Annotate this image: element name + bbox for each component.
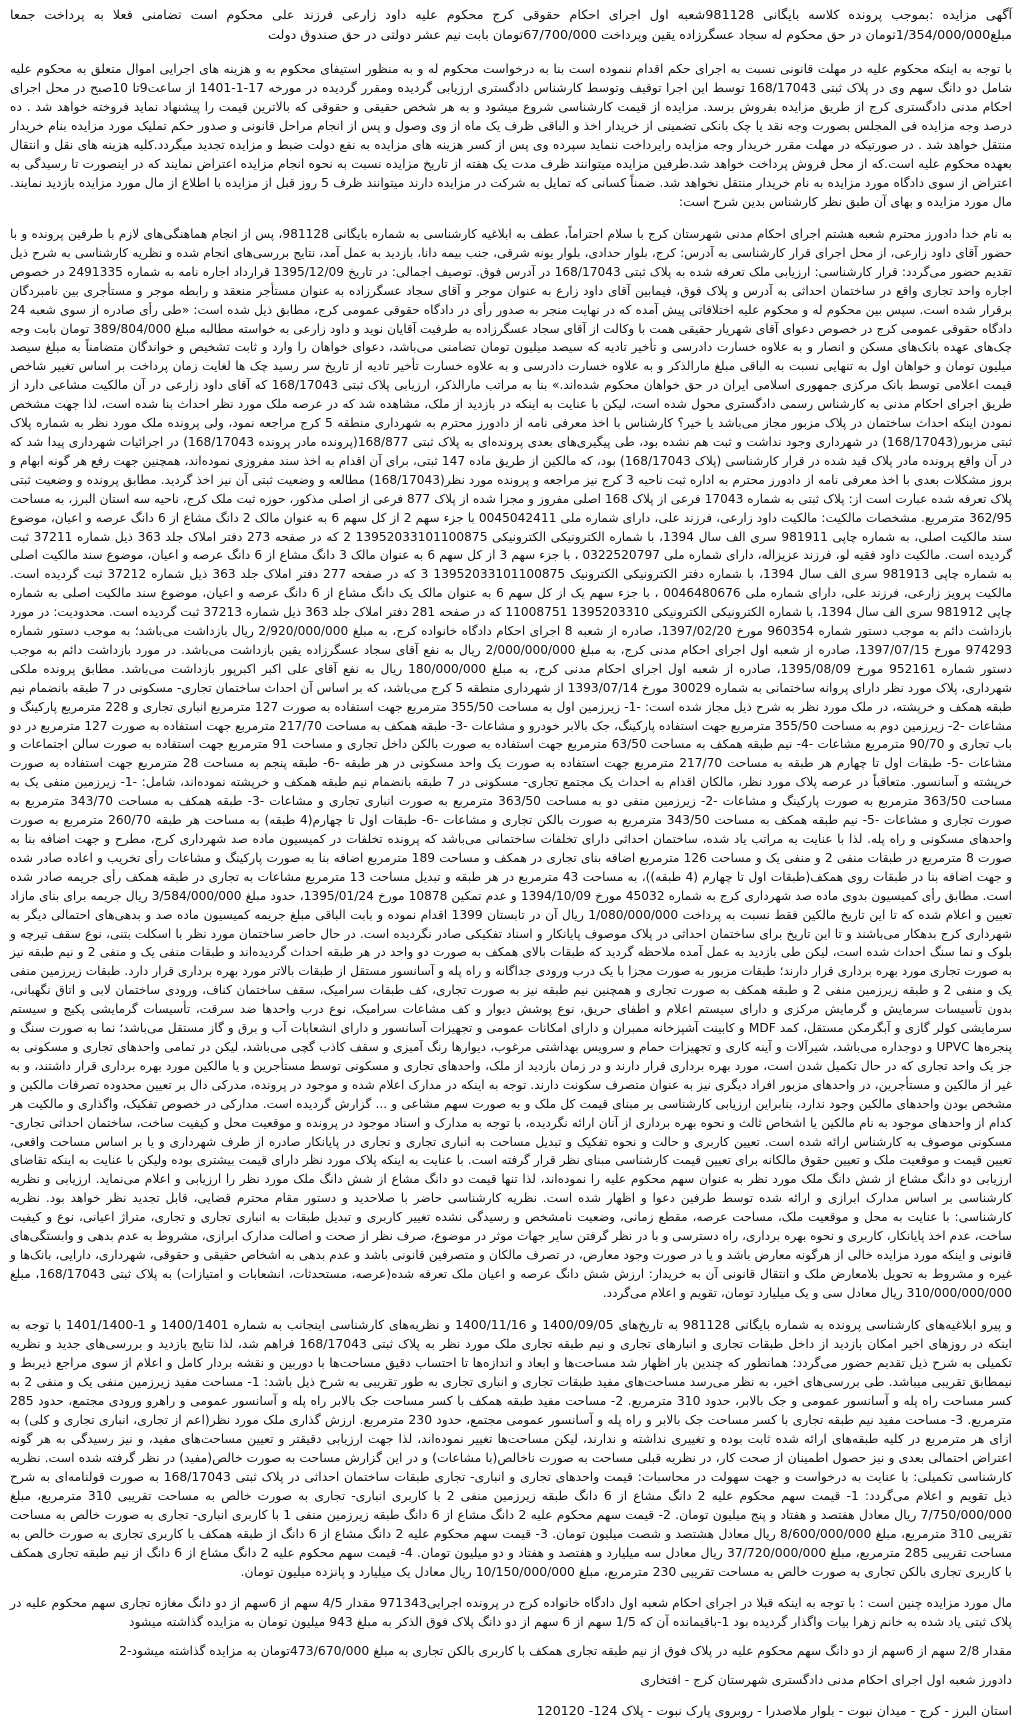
expert-report: به نام خدا دادورز محترم شعبه هشتم اجرای احکام مدنی شهرستان کرج با سلام احتراماً، عطف به ابلاغیه کارشناسی به شماره بایگانی 981128، پس از انجام هماهنگی‌های لازم با طرفین پرونده و با حضور آقای داود زارعی، از محل اجرای قرار کارشناسی به آدرس: کرج، بلوار حدادی، بلوار یونه شرقی، جنب بیمه دانا، بازدید به عمل آمد، نتایج بررسی‌های انجام شده و نظریه کارشناسی به شرح ذیل تقدیم حضور می‌گردد: قرار کارشناسی: ارزیابی ملک تعرفه شده به پلاک ثبتی 168/17043 در آدرس فوق. توصیف اجمالی: در تاریخ 1395/12/09 قرارداد اجاره نامه به شماره 2491335 در خصوص اجاره واحد تجاری واقع در ساختمان احداثی به آدرس و پلاک فوق، فیمابین آقای داود زارع به عنوان موجر و آقای سجاد عسگرزاده به عنوان مستأجر منعقد و رابطه موجر و مستأجری بین نامبردگان برقرار شده است. سپس بین محکوم له و محکوم علیه اختلافاتی پیش آمده که در نهایت منجر به صدور رأی در دادگاه حقوقی عمومی کرج، مطابق ذیل شده است: «طی رأی صادره از سوی شعبه 24 دادگاه حقوقی عمومی کرج در خصوص دعوای آقای شهریار حقیقی همت با وکالت از آقای سجاد عسگرزاده به طرفیت آقایان نوید و داود زارعی به خواسته مطالبه مبلغ 389/804/000 تومان بابت وجه چک‌های عهده بانک‌های مسکن و انصار و به علاوه خسارت دادرسی و تأخیر تادیه که سیصد میلیون تومان تضامنی می‌باشد، دعوای خواهان را وارد و ثابت تشخیص و خواندگان متضامناً به مبلغ سیصد میلیون تومان و خواهان اول به تنهایی نسبت به الباقی مبلغ مارالذکر و به علاوه خسارت دادرسی و به علاوه خسارت تأخیر تادیه از تاریخ سر رسید چک ها لغایت زمان پرداخت بر اساس تغییر شاخص قیمت اعلامی توسط بانک مرکزی جمهوری اسلامی ایران در حق خواهان محکوم شده‌اند.» بنا به مراتب مارالذکر، ارزیابی پلاک ثبتی 168/17043 که آقای داود زارعی در آن مالکیت مشاعی دارد از طریق اجرای احکام مدنی به کارشناس رسمی دادگستری محول شده است، لیکن با عنایت به اینکه در بازدید از ملک، مشاهده شد که در عرصه ملک مورد نظر احداث بنا شده است، لذا جهت مشخص نمودن اینکه احداث ساختمان در پلاک مزبور مجاز می‌باشد یا خیر؟ کارشناس با اخذ معرفی نامه از دادورز محترم به شهرداری منطقه 5 کرج مراجعه نمود، ولی پرونده ملک مورد نظر به شماره پلاک ثبتی مزبور(168/17043) در شهرداری وجود نداشت و ثبت هم نشده بود، طی پیگیری‌های بعدی پرونده‌ای به پلاک ثبتی 168/877(پرونده مادر پرونده 168/17043) در اجرائیات شهرداری پیدا شد که در آن واقع پرونده مادر پلاک قید شده در قرار کارشناسی (پلاک 168/17043) بود، که مالکین از طریق ماده 147 ثبتی، برای آن اقدام به اخذ سند مفروزی نموده‌اند، همچنین جهت رفع هر گونه ابهام و بروز مشکلات بعدی با اخذ معرفی نامه از دادورز محترم به اداره ثبت ناحیه 3 کرج نیز مراجعه و پرونده مورد نظر(168/17043) مطالعه و وضعیت ثبتی آن نیز اخذ گردید. مطابق پرونده و وضعیت ثبتی پلاک تعرفه شده عبارت است از: پلاک ثبتی به شماره 17043 فرعی از پلاک 168 اصلی مفروز و مجزا شده از پلاک 877 فرعی از اصلی مذکور، حوزه ثبت ملک کرج، ناحیه سه استان البرز، به مساحت 362/95 مترمربع. مشخصات مالکیت: مالکیت داود زارعی، فرزند علی، دارای شماره ملی 0045042411 با جزء سهم 2 از کل سهم 6 به عنوان مالک 2 دانگ مشاع از 6 دانگ عرصه و اعیان، موضوع سند مالکیت اصلی، به شماره چاپی 981911 سری الف سال 1394، با شماره الکترونیکی الکترونیکی 13952033101100875 2 که در صفحه 273 دفتر املاک جلد 363 ذیل شماره 37211 ثبت گردیده است. مالکیت داود فقیه لو، فرزند عزیزاله، دارای شماره ملی 0322520797 ، با جزء سهم 3 از کل سهم 6 به عنوان مالک 3 دانگ مشاع از 6 دانگ عرصه و اعیان، موضوع سند مالکیت اصلی به شماره چاپی 981913 سری الف سال 1394، با شماره دفتر الکترونیکی الکترونیک 13952033101100875 3 که در صفحه 277 دفتر املاک جلد 363 ذیل شماره 37212 ثبت گردیده است. مالکیت پرویز زارعی، فرزند علی، دارای شماره ملی 0046480676 ، با جزء سهم یک از کل سهم 6 به عنوان مالک یک دانگ مشاع از 6 دانگ عرصه و اعیان، موضوع سند مالکیت اصلی به شماره چاپی 981912 سری الف سال 1394، با شماره الکترونیکی الکترونیکی 1395203310 11008751 که در صفحه 281 دفتر املاک جلد 363 ذیل شماره 37213 ثبت گردیده است. محدودیت: در مورد بازداشت دائم به موجب دستور شماره 960354 مورخ 1397/02/20، صادره از شعبه 8 اجرای احکام دادگاه خانواده کرج، به مبلغ 2/920/000/000 ریال بازداشت می‌باشد؛ به موجب دستور شماره 974293 مورخ 1397/07/15، صادره از شعبه اول اجرای احکام مدنی کرج، به مبلغ 2/000/000/000 ریال به نفع آقای سجاد عسگرزاده یقین بازداشت می‌باشد. در مورد بازداشت دائم به موجب دستور شماره 952161 مورخ 1395/08/09، صادره از شعبه اول اجرای احکام مدنی کرج، به مبلغ 180/000/000 ریال به نفع آقای علی اکبر اکبرپور بازداشت می‌باشد. مطابق پرونده ملکی شهرداری، پلاک مورد نظر دارای پروانه ساختمانی به شماره 30029 مورخ 1393/07/14 از شهرداری منطقه 5 کرج می‌باشد، که بر اساس آن احداث ساختمان تجاری- مسکونی در 7 طبقه بانضمام نیم طبقه همکف و خرپشته، در ملک مورد نظر به شرح ذیل مجاز شده است: -1- زیرزمین اول به مساحت 355/50 مترمربع جهت استفاده به صورت 127 مترمربع انباری تجاری و 228 مترمربع پارکینگ و مشاعات -2- زیرزمین دوم به مساحت 355/50 مترمربع جهت استفاده پارکینگ، جک بالابر خودرو و مشاعات -3- طبقه همکف به مساحت 217/70 مترمربع جهت استفاده به صورت 127 مترمربع در دو باب تجاری و 90/70 مترمربع مشاعات -4- نیم طبقه همکف به مساحت 63/50 مترمربع جهت استفاده به صورت بالکن داخل تجاری و مساحت 91 مترمربع جهت استفاده به صورت سالن اجتماعات و مشاعات -5- طبقات اول تا چهارم هر طبقه به مساحت 217/70 مترمربع جهت استفاده به صورت یک واحد مسکونی در هر طبقه -6- طبقه پنجم به مساحت 28 مترمربع جهت استفاده به صورت خرپشته و آسانسور. متعاقباً در عرصه پلاک مورد نظر، مالکان اقدام به احداث یک مجتمع تجاری- مسکونی در 7 طبقه بانضمام نیم طبقه همکف و خرپشته نموده‌اند، شامل: -1- زیرزمین منفی یک به مساحت 363/50 مترمربع به صورت پارکینگ و مشاعات -2- زیرزمین منفی دو به مساحت 363/50 مترمربع به صورت انباری تجاری و مشاعات -3- طبقه همکف به مساحت 343/70 مترمربع به صورت تجاری و مشاعات -5- نیم طبقه همکف به مساحت 343/50 مترمربع به صورت بالکن تجاری و مشاعات -6- طبقات اول تا چهارم(4 طبقه) به مساحت هر طبقه 260/70 مترمربع به صورت واحدهای مسکونی و راه پله. لذا با عنایت به مراتب یاد شده، ساختمان احداثی دارای تخلفات ساختمانی می‌باشد که پرونده تخلفات در کمیسیون ماده صد شهرداری کرج، مطرح و جهت اضافه بنا به صورت 8 مترمربع در طبقات منفی 2 و منفی یک و مساحت 126 مترمربع اضافه بنای تجاری در همکف و مساحت 189 مترمربع اضافه بنا به صورت پارکینگ و مشاعات رأی تخریب و اعاده صادر شده و جهت اضافه بنا در طبقات روی همکف(طبقات اول تا چهارم (4 طبقه))، به مساحت 43 مترمربع در هر طبقه و تبدیل مساحت 13 مترمربع مشاعات به تجاری در طبقه همکف رأی جریمه صادر شده است. مطابق رأی کمیسیون بدوی ماده صد شهرداری کرج به شماره 45032 مورخ 1394/10/09 و عدم تمکین 10878 مورخ 1395/01/24، حدود مبلغ 3/584/000/000 ریال جریمه برای بنای مازاد تعیین و اعلام شده که تا این تاریخ مالکین فقط نسبت به پرداخت 1/080/000/000 ریال آن در تابستان 1399 اقدام نموده و بابت الباقی مبلغ جریمه کمیسیون ماده صد و بدهی‌های احتمالی دیگر به شهرداری کرج بدهکار می‌باشند و تا این تاریخ برای ساختمان احداثی در پلاک موصوف پایانکار و اسناد تفکیکی صادر نگردیده است. در حال حاضر ساختمان مورد نظر با اسکلت بتنی، نوع سقف تیرچه و بلوک و نما سنگ احداث شده است، لیکن طی بازدید به عمل آمده ملاحظه گردید که طبقات بالای همکف به صورت دو واحد در هر طبقه احداث گردیده‌اند و طبقات منفی یک و منفی 2 و نیم طبقه نیز به صورت تجاری مورد بهره برداری قرار دارند؛ طبقات مزبور به صورت مجزا با یک درب ورودی جداگانه و راه پله و آسانسور مستقل از طبقات بالاتر مورد بهره برداری قرار دارد. طبقات زیرزمین منفی یک و منفی 2 و طبقه زیرزمین منفی 2 و طبقه همکف به صورت تجاری و همچنین نیم طبقه نیز به صورت تجاری، کف طبقات سرامیک، سقف ساختمان کناف، ورودی ساختمان لابی و اتاق نگهبانی، بدون تأسیسات سرمایش و گرمایش مرکزی و دارای سیستم اعلام و اطفای حریق، نوع پوشش دیوار و کف مشاعات سرامیک، نوع درب واحدها ضد سرقت، تأسیسات گرمایشی پکیج و سیستم سرمایشی کولر گازی و آبگرمکن مستقل، کمد MDF و کابینت آشپزخانه ممبران و دارای امکانات عمومی و تجهیزات آسانسور و دارای انشعابات آب و برق و گاز مستقل می‌باشد؛ نما به صورت سنگ و پنجره‌ها UPVC و دوجداره می‌باشد، شیرآلات و آینه کاری و تجهیزات حمام و سرویس بهداشتی مرغوب، دیوارها رنگ آمیزی و سقف کاذب گچی می‌باشد، لیکن در تمامی واحدهای تجاری و مسکونی به جز یک واحد تجاری که در حال تکمیل شدن است، مورد بهره برداری قرار دارند و در زمان بازدید از ملک، واحدهای تجاری و مسکونی توسط مستأجرین و یا مالکین مورد بهره برداری قرار داشتند، و به غیر از مالکین و مستأجرین، در واحدهای مزبور افراد دیگری نیز به عنوان متصرف سکونت دارند. توجه به اینکه در مدارک اعلام شده و موجود در پرونده، مدرکی دال بر تعیین محدوده تصرفات مالکین و مشخص بودن واحدهای مالکین وجود ندارد، بنابراین ارزیابی کارشناسی بر مبنای قیمت کل ملک و به صورت سهم مشاعی و ... گزارش گردیده است. مدارکی در خصوص تفکیک، واگذاری و مالکیت هر کدام از واحدهای موجود به نام مالکین یا اشخاص ثالث و نحوه بهره برداری از آنان ارائه نگردیده، با توجه به مدارک و اسناد موجود در پرونده و موقعیت محل و کیفیت ساخت، ساختمان احداثی تجاری-مسکونی موصوف به کارشناس ارائه شده است. تعیین کاربری و حالت و نحوه تفکیک و تبدیل مساحت به انباری تجاری و تجاری در پایانکار صادره از طرف شهرداری و یا بر اساس مساحت واقعی، تعیین قیمت و موقعیت ملک و تعیین حقوق مالکانه برای تعیین قیمت کارشناسی مبنای نظر قرار گرفته است. با عنایت به اینکه پلاک مورد نظر دارای قیمت بیشتری بوده ولیکن با عنایت به اینکه تقاضای ارزیابی دو دانگ مشاع از شش دانگ ملک مورد نظر به عنوان سهم محکوم علیه را نموده‌اند، لذا تنها قیمت دو دانگ مشاع از شش دانگ ملک مورد نظر را ارزیابی و اعلام می‌نماید. ارزیابی و نظریه کارشناسی بر اساس مدارک ابرازی و ارائه شده توسط طرفین دعوا و اظهار شده است. نظریه کارشناسی حاضر با صلاحدید و دستور مقام محترم قضایی، قابل تجدید نظر خواهد بود. نظریه کارشناسی: با عنایت به محل و موقعیت ملک، مساحت عرصه، مقطع زمانی، وضعیت نامشخص و رسیدگی نشده تغییر کاربری و تبدیل طبقات به انباری تجاری و تجاری، متراژ اعیانی، نوع و کیفیت ساخت، عدم اخذ پایانکار، کاربری و نحوه بهره برداری، راه دسترسی و با در نظر گرفتن سایر جهات موثر در موضوع، صرف نظر از صحت و اصالت مدارک ابرازی، مشروط به عدم بدهی و وابستگی‌های قانونی و اینکه مورد مزایده خالی از هرگونه معارض باشد و یا در صورت وجود معارض، در تصرف مالکان و متصرفین قانونی باشد و عدم بدهی به اشخاص حقیقی و حقوقی، شهرداری، دارایی، بانک‌ها و غیره و مشروط به تحویل بلامعارض ملک و انتقال قانونی آن به خریدار: ارزش شش دانگ عرصه و اعیان ملک تعرفه شده(عرصه، مستحدثات، انشعابات و امتیازات) به پلاک ثبتی 168/17043، مبلغ 310/000/000/000 ریال معادل سی و یک میلیارد تومان، تقویم و اعلام می‌گردد.: [10, 227, 1013, 1300]
supplementary-report: و پیرو ابلاغیه‌های کارشناسی پرونده به شماره بایگانی 981128 به تاریخ‌های 1400/09/05 و 1400/11/16 و نظریه‌های کارشناسی اینجانب به شماره 1400/1401 و 1-1401/1400 با توجه به اینکه در روزهای اخیر امکان بازدید از داخل طبقات تجاری و انبارهای تجاری و نیم طبقه تجاری ملک مورد نظر به پلاک ثبتی 168/17043 فراهم شد، لذا نتایج بازدید و بررسی‌های جدید و نظریه تکمیلی به شرح ذیل تقدیم حضور می‌گردد: همانطور که چندین بار اظهار شد مساحت‌ها و ابعاد و اندازه‌ها تا احتساب دقیق مساحت‌ها با دوربین و نقشه بردار کامل و اعلام از سوی مراجع ذیربط و نیمطابق تقریبی میباشد. طی بررسی‌های اخیر، به نظر می‌رسد مساحت‌های مفید طبقات تجاری و انباری تجاری به طور تقریبی به شرح ذیل باشد: 1- مساحت مفید زیرزمین منفی یک و منفی 2 به کسر مساحت راه پله و آسانسور عمومی و جک بالابر، حدود 310 مترمربع. 2- مساحت مفید طبقه همکف با کسر مساحت جک بالابر راه پله و آسانسور عمومی و راهرو ورودی مجتمع، حدود 285 مترمربع. 3- مساحت مفید نیم طبقه تجاری با کسر مساحت جک بالابر و راه پله و آسانسور عمومی مجتمع، حدود 230 مترمربع. ارزش گذاری ملک مورد نظر(اعم از تجاری، انباری تجاری و کلی) به ازای هر مترمربع در کلیه طبقه‌های ارائه شده ثابت بوده و تغییری نداشته و ندارند، لیکن مساحت‌ها تغییر نموده‌اند، لذا جهت ارزیابی دقیقتر و تعیین مساحت‌های مفید، و نیز رسیدگی به هر گونه اعتراض احتمالی بعدی و نیز حصول اطمینان از صحت کار، در نظریه قبلی مساحت به صورت ناخالص(با مشاعات) و در این گزارش مساحت به صورت خالص(مفید) در نظر گرفته شده است. نظریه کارشناسی تکمیلی: با عنایت به درخواست و جهت سهولت در محاسبات: قیمت واحدهای تجاری و انباری- تجاری طبقات ساختمان احداثی در پلاک ثبتی 168/17043 به صورت قولنامه‌ای به شرح ذیل تقویم و اعلام می‌گردد: 1- قیمت سهم محکوم علیه 2 دانگ مشاع از 6 دانگ طبقه زیرزمین منفی 2 با کاربری انباری- تجاری به صورت خالص به مساحت تقریبی 310 مترمربع، مبلغ 7/750/000/000 ریال معادل هفتصد و هفتاد و پنج میلیون تومان. 2- قیمت سهم محکوم علیه 2 دانگ مشاع از 6 دانگ طبقه زیرزمین منفی 1 با کاربری انباری- تجاری به صورت خالص به مساحت تقریبی 310 مترمربع، مبلغ 8/600/000/000 ریال معادل هشتصد و شصت میلیون تومان. 3- قیمت سهم محکوم علیه 2 دانگ مشاع از 6 دانگ از طبقه همکف با کاربری تجاری به صورت خالص به مساحت تقریبی 285 مترمربع، مبلغ 37/720/000/000 ریال معادل سه میلیارد و هفتصد و هفتاد و دو میلیون تومان. 4- قیمت سهم محکوم علیه 2 دانگ مشاع از 6 دانگ از نیم طبقه تجاری همکف با کاربری تجاری بالکن تجاری به صورت خالص به مساحت تقریبی 230 مترمربع، مبلغ 10/150/000/000 ریال معادل یک میلیارد و پانزده میلیون تومان.: [10, 1316, 1013, 1579]
property-line-2: مقدار 2/8 سهم از 6سهم از دو دانگ سهم محکوم علیه در پلاک فوق از نیم طبقه تجاری همکف با کاربری بالکن تجاری به مبلغ 473/670/000تومان به مزایده گذاشته میشود-2: [119, 1642, 1012, 1658]
property-line: مال مورد مزایده چنین است : با توجه به اینکه قبلا در اجرای احکام شعبه اول دادگاه خانواده کرج در پرونده اجرایی971343 مقدار 4/5 سهم از 6سهم از دو دانگ مغازه تجاری سهم محکوم علیه در پلاک ثبتی یاد شده به خانم زهرا بیات واگذار گردیده بود 1-باقیمانده آن که 1/5 سهم از 6 سهم از دو دانگ پلاک فوق الذکر به مبلغ 943 میلیون تومان به مزایده گذاشته میشود: [10, 1594, 1012, 1629]
auction-terms: با توجه به اینکه محکوم علیه در مهلت قانونی نسبت به اجرای حکم اقدام ننموده است بنا به درخواست محکوم له و به منظور استیفای محکوم به و هزینه های اجرایی اموال متعلق به محکوم علیه شامل دو دانگ سهم وی در پلاک ثبتی 168/17043 توسط این اجرا توقیف وتوسط کارشناس دادگستری ارزیابی گردیده ومقرر گردیده در مورخه 17-1-1401 از ساعت9تا 10صبح در محل اجرای احکام مدنی دادگستری کرج از طریق مزایده بفروش برسد. مزایده از قیمت کارشناسی شروع میشود و به هر شخص حقیقی و حقوقی که بالاترین قیمت را پیشنهاد نماید فروخته خواهد شد . ده درصد وجه مزایده فی المجلس بصورت وجه نقد یا چک بانکی تضمینی از خریدار اخذ و الباقی ظرف یک ماه از وی وصول و پس از انجام مراحل قانونی و صدور حکم تملیک مورد مزایده بنام خریدار منتقل خواهد شد . در صورتیکه در مهلت مقرر خریدار وجه مزایده رایرداخت ننماید سپرده وی پس از کسر هزینه های مزایده به نفع دولت ضبط و مزایده تجدید میگردد.کلیه هزینه های نقل و انتقال بعهده محکوم علیه است.که از محل فروش پرداخت خواهد شد.طرفین مزایده میتوانند ظرف مدت یک هفته از تاریخ مزایده نسبت به نحوه انجام مزایده اعتراض نمایند که در اینصورت تا رسیدگی به اعتراض از سوی دادگاه مورد مزایده به نام خریدار منتقل نخواهد شد. ضمناً کسانی که تمایل به شرکت در مزایده دارند میتوانند ظرف 5 روز قبل از مزایده با اطلاع از مال مورد مزایده بازدید نمایند. مال مورد مزایده و بهای آن طبق نظر کارشناس بدین شرح است:: [10, 61, 1012, 209]
office-address: استان البرز - کرج - میدان نبوت - بلوار ملاصدرا - روبروی پارک نبوت - پلاک 124- 120120: [536, 1702, 1012, 1718]
notice-intro: آگهی مزایده :بموجب پرونده کلاسه بایگانی 981128شعبه اول اجرای احکام حقوقی کرج محکوم علیه داود زارعی فرزند علی محکوم است تضامنی فعلا به پرداخت جمعا مبلغ1/354/000/000تومان در حق محکوم له سجاد عسگرزاده یقین وپرداخت 67/700/000تومان بابت نیم عشر دولتی در حق صندوق دولت: [10, 8, 1012, 43]
signature: دادورز شعبه اول اجرای احکام مدنی دادگستری شهرستان کرج - افتخاری: [640, 1671, 1012, 1687]
